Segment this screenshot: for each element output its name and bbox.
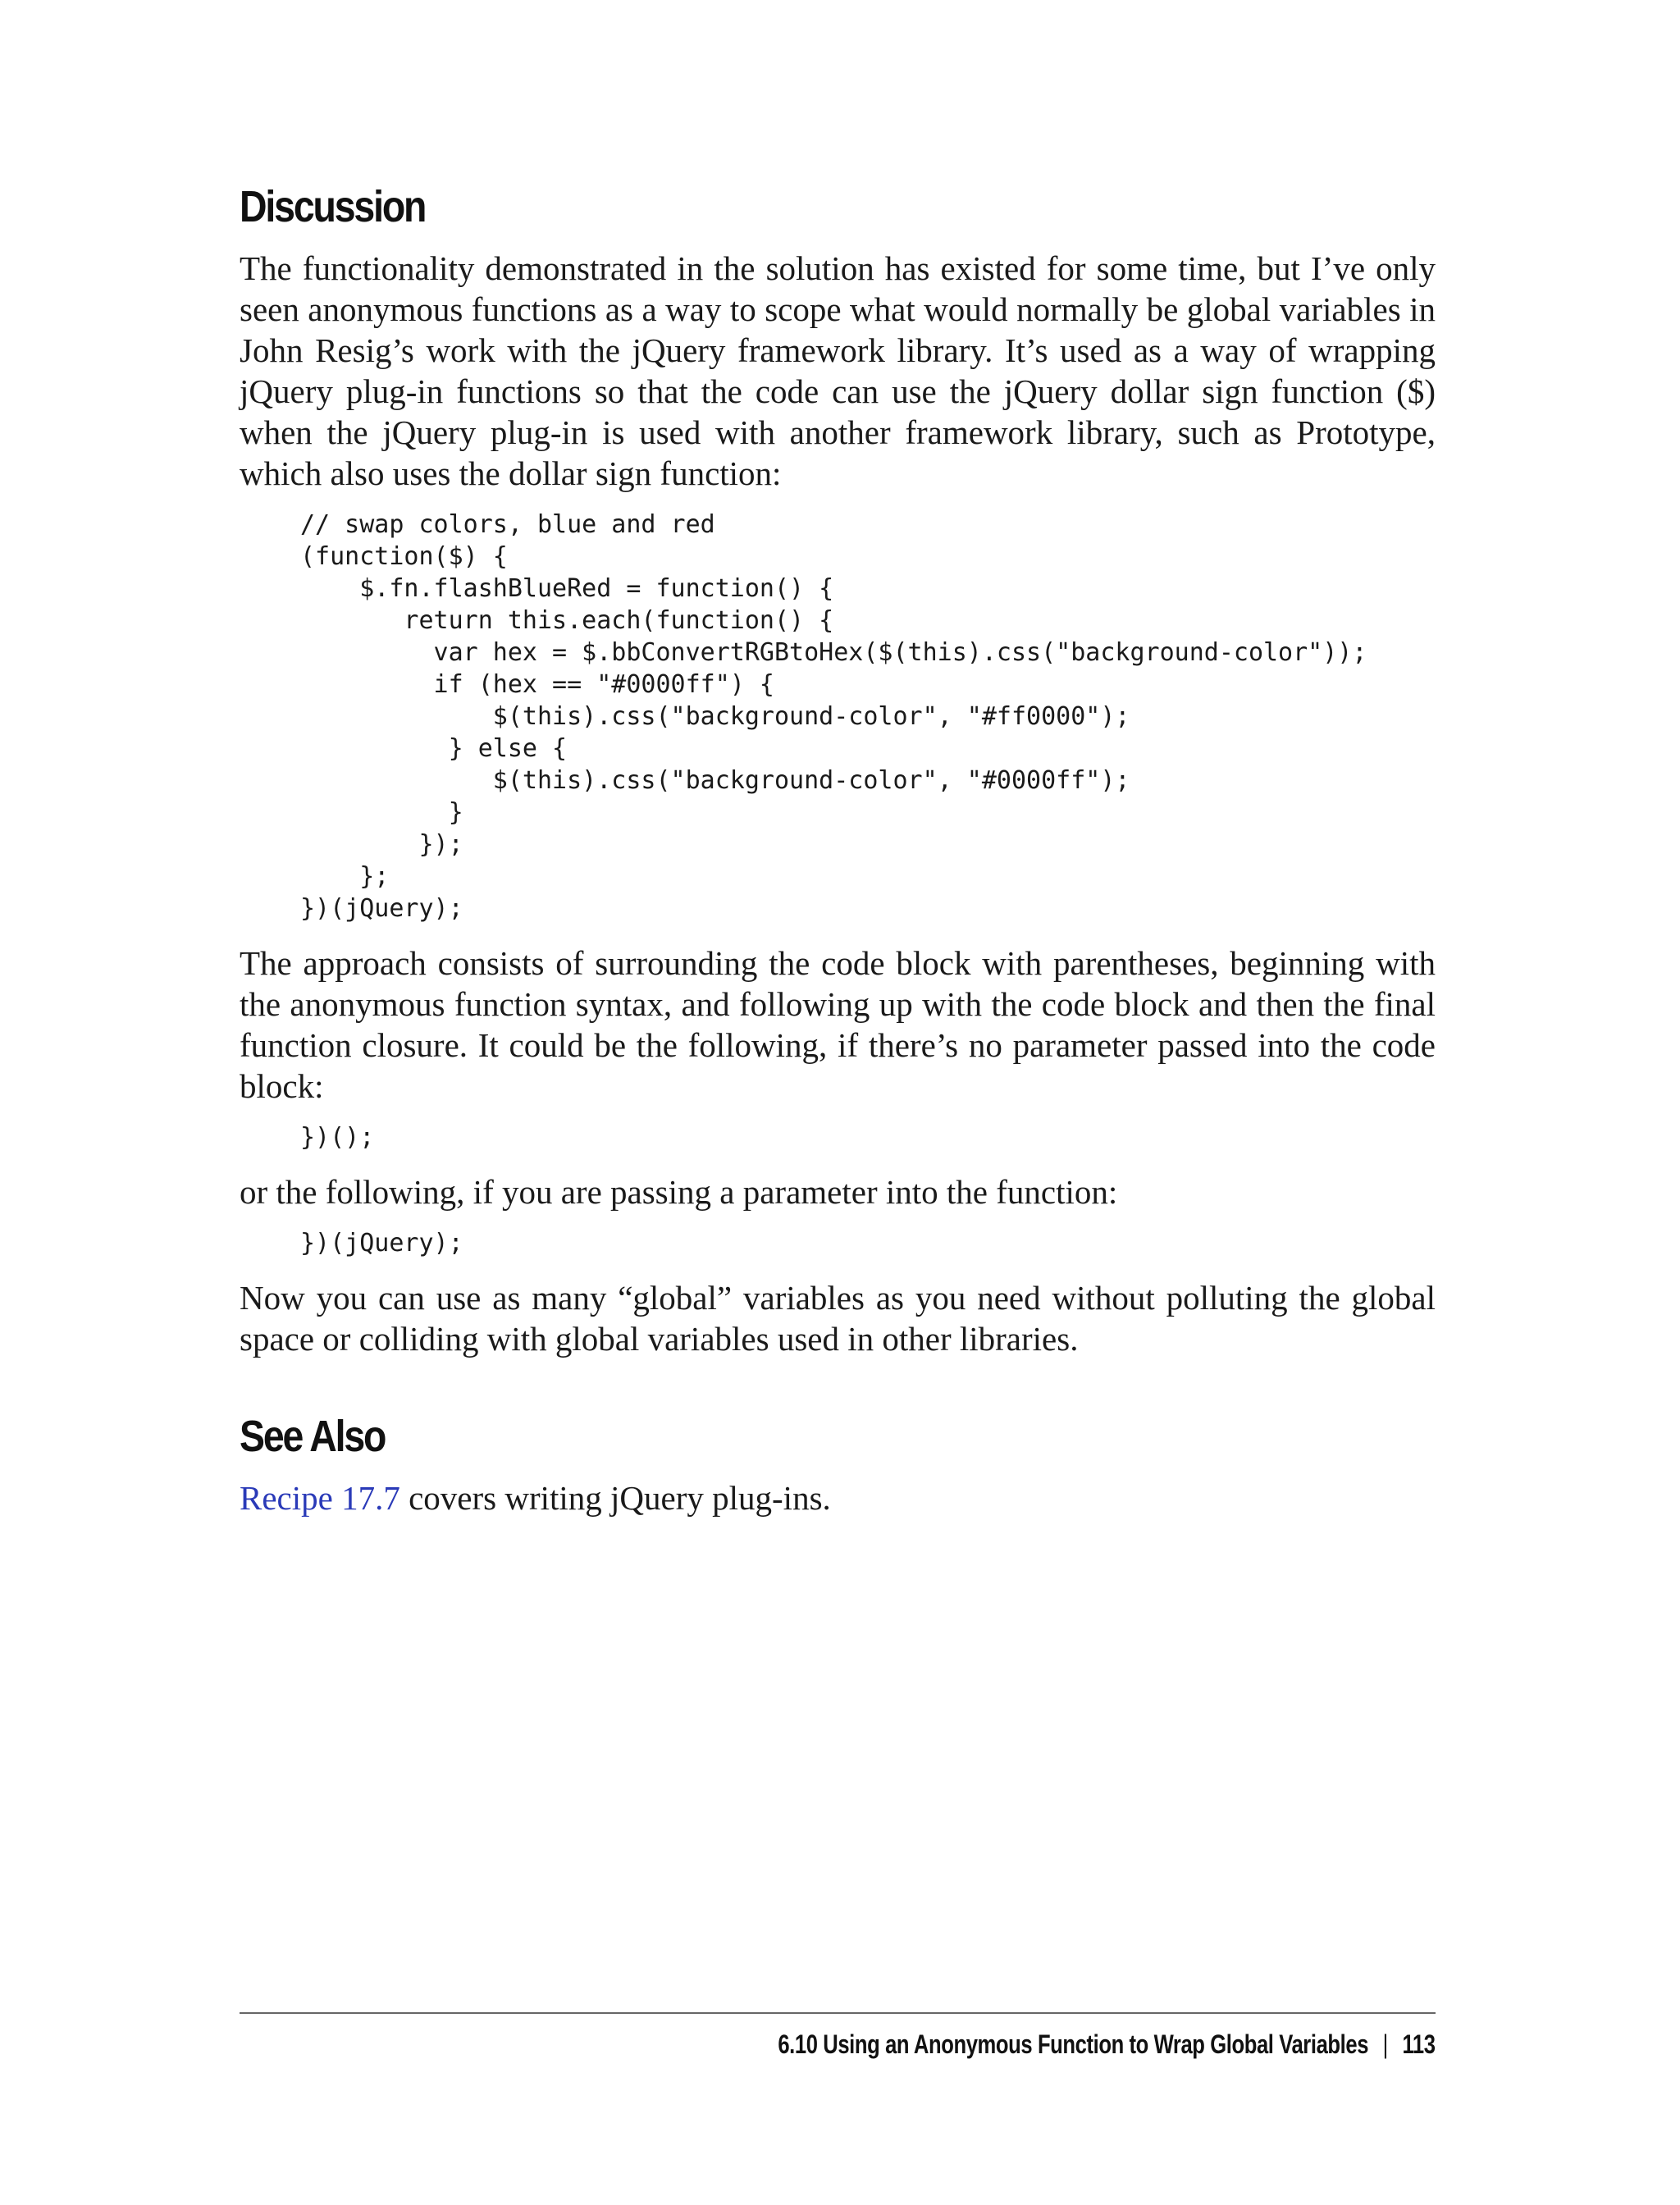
see-also-heading: See Also bbox=[240, 1412, 386, 1461]
footer-separator: | bbox=[1383, 2029, 1389, 2059]
discussion-heading: Discussion bbox=[240, 182, 426, 231]
running-footer bbox=[240, 2021, 1436, 2067]
code-block-with-parameter: })(jQuery); bbox=[300, 1229, 463, 1258]
discussion-paragraph-1: The functionality demonstrated in the solution has existed for some time, but I’ve only seen anonymous functions as a way to scope what would normally be global variables in John Resig’s work with the jQuery framework library. It’s used as a way of wrapping jQuery plug-in functions so that the code can use the jQuery dollar sign function ($) when the jQuery plug-in is used with another framework library, such as Prototype, which also uses the dollar sign function: bbox=[240, 249, 1436, 492]
page-number: 113 bbox=[1402, 2029, 1436, 2059]
code-block-no-parameter: })(); bbox=[300, 1123, 375, 1152]
code-block-flash-blue-red: // swap colors, blue and red (function($) { $.fn.flashBlueRed = function() { return this.each(function() { var hex = $.bbConvertRGBtoHex($(this).css("background-color")); if (hex == "#0000ff") { $(this).css("background-color", "#ff0000"); } else { $(this).css("background-color", "#0000ff"); } }); }; })(jQuery); bbox=[300, 510, 1367, 923]
footer-section-title: 6.10 Using an Anonymous Function to Wrap Global Variables bbox=[778, 2029, 1369, 2059]
discussion-paragraph-2: The approach consists of surrounding the code block with parentheses, beginning with the anonymous function syntax, and following up with the code block and then the final function closure. It could be the following, if there’s no parameter passed into the code block: bbox=[240, 944, 1436, 1105]
page-content bbox=[240, 172, 1436, 1518]
discussion-paragraph-3: or the following, if you are passing a parameter into the function: bbox=[240, 1173, 1118, 1211]
see-also-paragraph bbox=[240, 1477, 1436, 1518]
footer-rule bbox=[240, 2012, 1436, 2014]
see-also-text: covers writing jQuery plug-ins. bbox=[399, 1479, 831, 1517]
discussion-paragraph-4: Now you can use as many “global” variables as you need without polluting the global space or colliding with global variables used in other libraries. bbox=[240, 1279, 1436, 1358]
recipe-17-7-link[interactable]: Recipe 17.7 bbox=[240, 1479, 400, 1517]
